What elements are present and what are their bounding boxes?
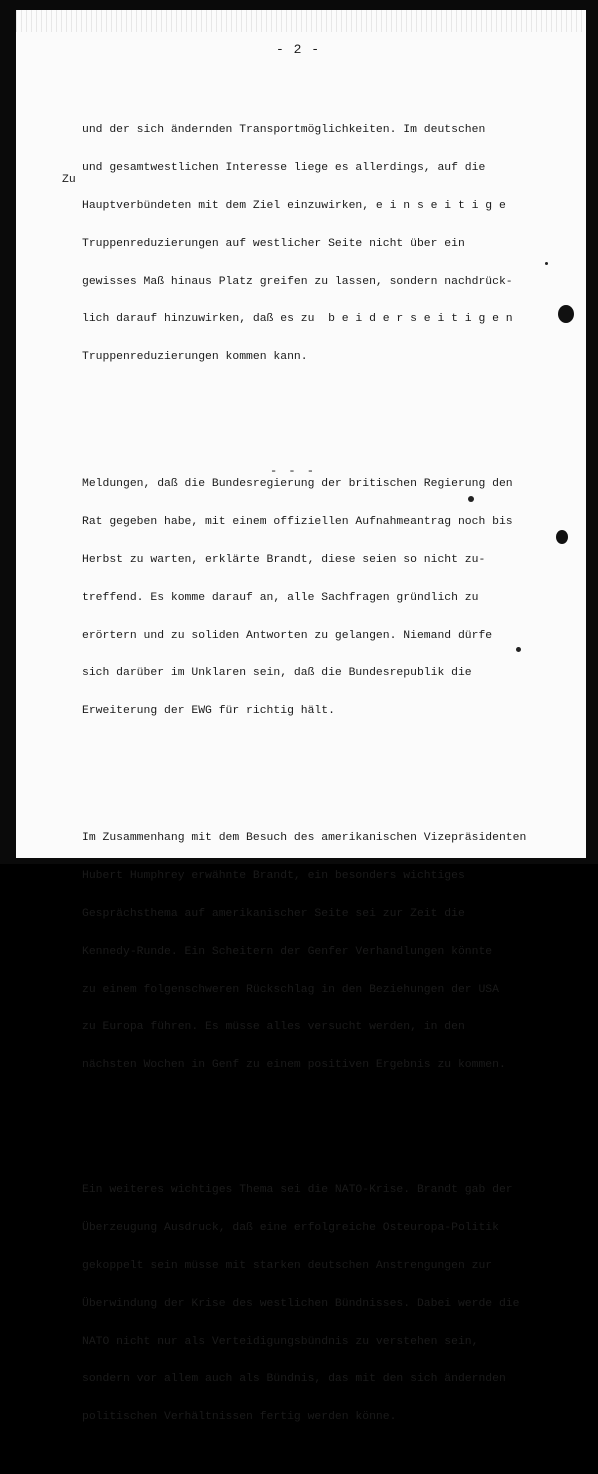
- punch-hole-mark: [558, 305, 574, 323]
- text-line: gekoppelt sein müsse mit starken deutschen Anstrengungen zur: [82, 1260, 493, 1273]
- text-line: Überzeugung Ausdruck, daß eine erfolgreiche Osteuropa-Politik: [82, 1222, 499, 1235]
- text-line: treffend. Es komme darauf an, alle Sachfragen gründlich zu: [82, 591, 479, 604]
- scan-edge-left: [0, 0, 16, 864]
- punch-hole-mark: [556, 530, 568, 544]
- text-line: Meldungen, daß die Bundesregierung der britischen Regierung den: [82, 478, 513, 491]
- ink-speck: [516, 647, 521, 652]
- text-line: nächsten Wochen in Genf zu einem positiven Ergebnis zu kommen.: [82, 1059, 506, 1072]
- text-line: erörtern und zu soliden Antworten zu gelangen. Niemand dürfe: [82, 629, 493, 642]
- scan-edge-right: [586, 0, 598, 864]
- text-line: Überwindung der Krise des westlichen Bündnisses. Dabei werde die: [82, 1297, 520, 1310]
- text-line: Hubert Humphrey erwähnte Brandt, ein besonders wichtiges: [82, 870, 465, 883]
- text-line: politischen Verhältnissen fertig werden könne.: [82, 1411, 397, 1424]
- end-separator: - - -: [270, 464, 317, 478]
- text-line: Im Zusammenhang mit dem Besuch des amerikanischen Vizepräsidenten: [82, 832, 527, 845]
- paragraph-3: [82, 807, 552, 1097]
- text-line: und gesamtwestlichen Interesse liege es allerdings, auf die: [82, 162, 486, 175]
- text-line: Kennedy-Runde. Ein Scheitern der Genfer Verhandlungen könnte: [82, 945, 493, 958]
- margin-mark: Zu: [62, 174, 76, 186]
- ink-speck: [468, 496, 474, 502]
- ink-speck: [545, 262, 548, 265]
- body-text: [82, 74, 552, 1474]
- text-line: NATO nicht nur als Verteidigungsbündnis zu verstehen sein,: [82, 1335, 479, 1348]
- paragraph-4: [82, 1159, 552, 1449]
- text-line: zu Europa führen. Es müsse alles versucht werden, in den: [82, 1021, 465, 1034]
- text-line: sondern vor allem auch als Bündnis, das mit den sich ändernden: [82, 1373, 506, 1386]
- paragraph-2: [82, 453, 552, 743]
- text-line: Hauptverbündeten mit dem Ziel einzuwirken, e i n s e i t i g e: [82, 199, 506, 212]
- paragraph-1: [82, 99, 552, 389]
- text-line: gewisses Maß hinaus Platz greifen zu lassen, sondern nachdrück-: [82, 275, 513, 288]
- text-line: Ein weiteres wichtiges Thema sei die NATO-Krise. Brandt gab der: [82, 1184, 513, 1197]
- scan-edge-top: [0, 0, 598, 10]
- text-line: Gesprächsthema auf amerikanischer Seite sei zur Zeit die: [82, 908, 465, 920]
- text-line: sich darüber im Unklaren sein, daß die Bundesrepublik die: [82, 667, 472, 680]
- page-number: - 2 -: [276, 42, 321, 57]
- text-line: Rat gegeben habe, mit einem offiziellen Aufnahmeantrag noch bis: [82, 516, 513, 529]
- text-line: Truppenreduzierungen auf westlicher Seite nicht über ein: [82, 237, 465, 250]
- scan-noise: [16, 10, 586, 32]
- text-line: und der sich ändernden Transportmöglichkeiten. Im deutschen: [82, 124, 486, 137]
- text-line: Herbst zu warten, erklärte Brandt, diese seien so nicht zu-: [82, 553, 486, 566]
- text-line: zu einem folgenschweren Rückschlag in den Beziehungen der USA: [82, 983, 499, 996]
- text-line: Truppenreduzierungen kommen kann.: [82, 351, 308, 364]
- text-line: lich darauf hinzuwirken, daß es zu b e i d e r s e i t i g e n: [82, 313, 513, 326]
- text-line: Erweiterung der EWG für richtig hält.: [82, 705, 335, 718]
